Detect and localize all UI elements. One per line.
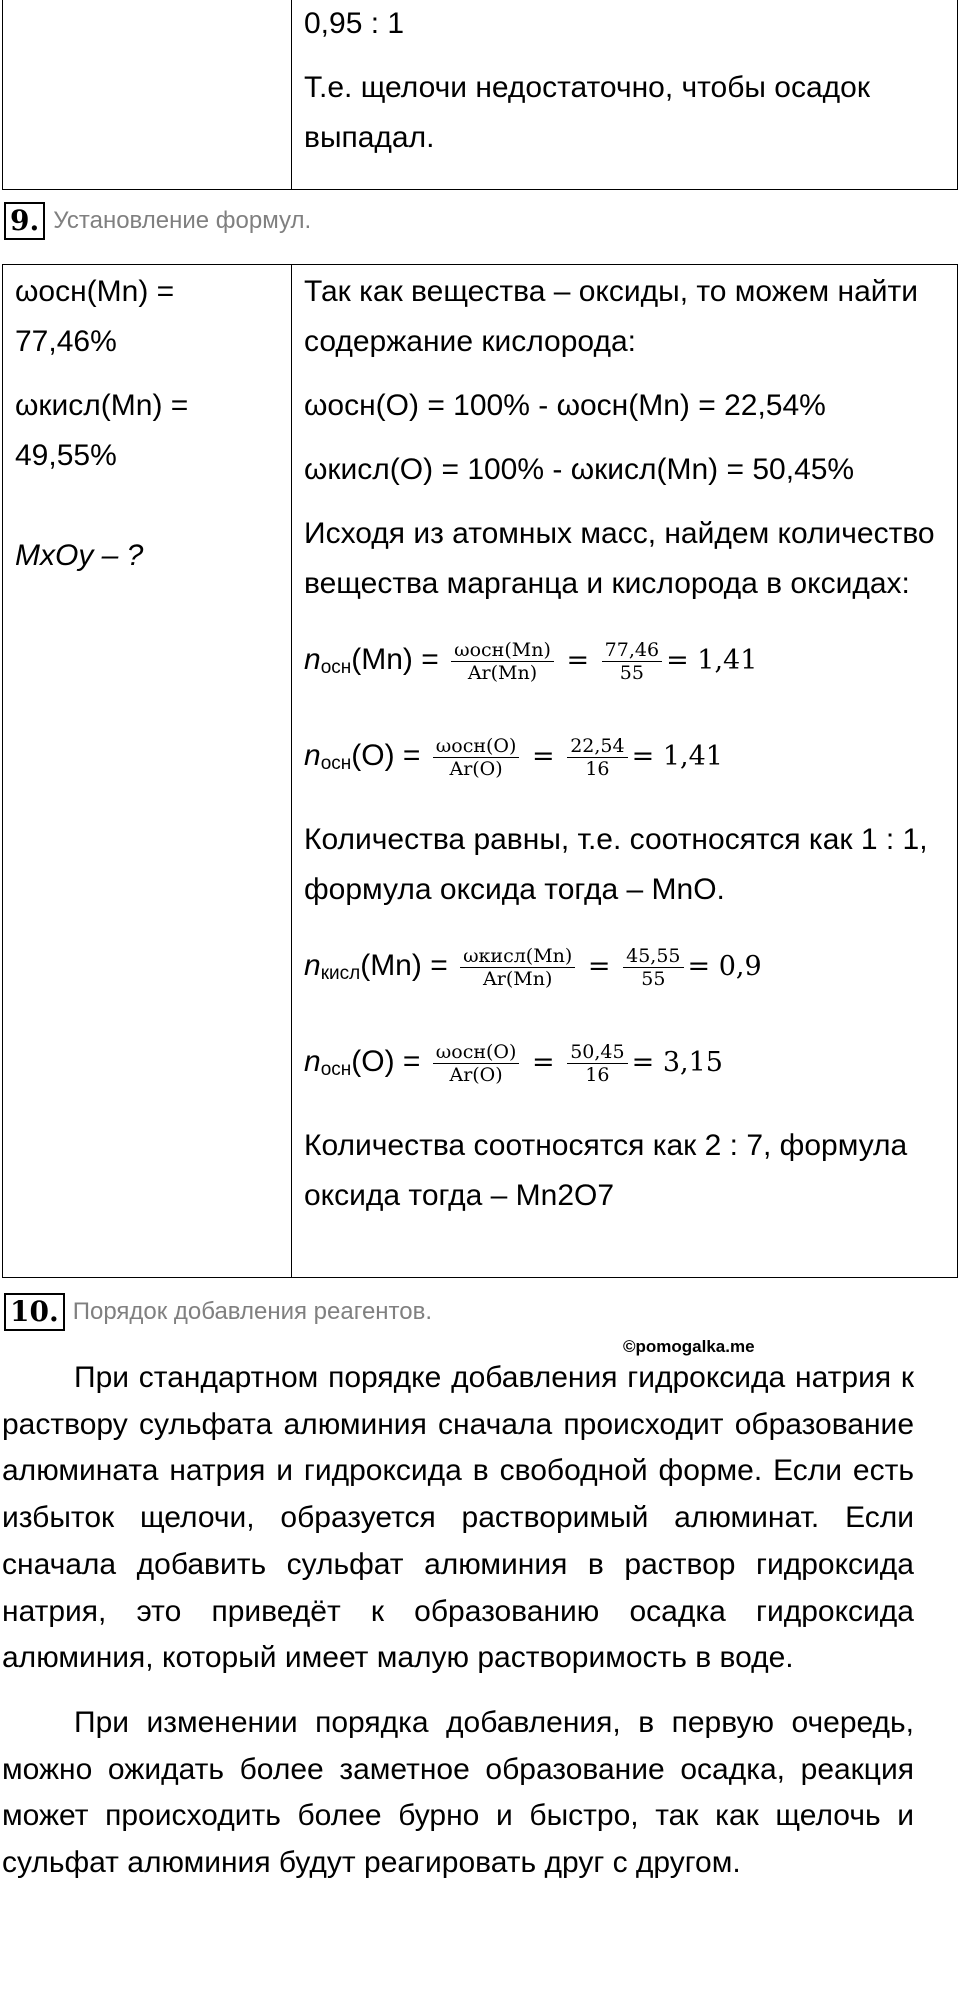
solution-para-3: Количества равны, т.е. соотносятся как 1 : 1, формула оксида тогда – MnO. xyxy=(304,823,928,906)
equation-2: ωкисл(O) = 100% - ωкисл(Mn) = 50,45% xyxy=(304,453,855,486)
find-text: MxOy – ? xyxy=(15,539,144,572)
ratio-text: 0,95 : 1 xyxy=(304,7,405,40)
w-osn-value: 77,46% xyxy=(15,325,117,358)
task10-text xyxy=(2,1355,914,1887)
top-table-right-cell xyxy=(292,0,958,190)
solution-para-4: Количества соотносятся как 2 : 7, формула оксида тогда – Mn2O7 xyxy=(304,1129,908,1212)
fraction: $\frac{45,55}{55}$ xyxy=(623,945,683,990)
top-table xyxy=(2,0,958,190)
task9-title: Установление формул. xyxy=(53,207,312,234)
formula-n-kisl-o: $n_{осн}(O)$ = $\frac{\text{ωосн(O)}}{Ar(O)}$ = $\frac{50,45}{16}$ = 3,15 xyxy=(304,1040,723,1086)
formula-n-osn-mn: $n_{осн}(Mn)$ = $\frac{\text{ωосн(Mn)}}{Ar(Mn)}$ = $\frac{77,46}{55}$ = 1,41 xyxy=(304,638,758,684)
given-cell xyxy=(3,265,292,1278)
task9-table xyxy=(2,264,958,1278)
watermark: ©pomogalka.me xyxy=(623,1337,755,1356)
task9-number: 9. xyxy=(4,202,45,240)
fraction: $\frac{\text{ωосн(O)}}{Ar(O)}$ xyxy=(433,1041,520,1086)
conclusion-text: Т.е. щелочи недостаточно, чтобы осадок выпадал. xyxy=(304,71,870,154)
formula-n-osn-o: $n_{осн}(O)$ = $\frac{\text{ωосн(O)}}{Ar(O)}$ = $\frac{22,54}{16}$ = 1,41 xyxy=(304,734,723,780)
fraction: $\frac{\text{ωкисл(Mn)}}{Ar(Mn)}$ xyxy=(460,945,575,990)
fraction: $\frac{77,46}{55}$ xyxy=(602,639,662,684)
fraction: $\frac{22,54}{16}$ xyxy=(567,735,627,780)
fraction: $\frac{50,45}{16}$ xyxy=(567,1041,627,1086)
w-kisl-value: 49,55% xyxy=(15,439,117,472)
w-osn-label: ωосн(Mn) = xyxy=(15,275,175,308)
solution-intro: Так как вещества – оксиды, то можем найти содержание кислорода: xyxy=(304,275,919,358)
paragraph-1: При стандартном порядке добавления гидроксида натрия к раствору сульфата алюминия сначала происходит образование алюмината натрия и гидроксида в свободной форме. Если есть избыток щелочи, образуется растворимый алюминат. Если сначала добавить сульфат алюминия в раствор гидроксида натрия, это приведёт к образованию осадка гидроксида алюминия, который имеет малую растворимость в воде. xyxy=(2,1361,914,1675)
task9-header xyxy=(4,202,311,240)
top-table-left-cell xyxy=(3,0,292,190)
paragraph-2: При изменении порядка добавления, в первую очередь, можно ожидать более заметное образование осадка, реакция может происходить более бурно и быстро, так как щелочь и сульфат алюминия будут реагировать друг с другом. xyxy=(2,1705,914,1880)
fraction: $\frac{\text{ωосн(O)}}{Ar(O)}$ xyxy=(433,735,520,780)
fraction: $\frac{\text{ωосн(Mn)}}{Ar(Mn)}$ xyxy=(451,639,554,684)
formula-n-kisl-mn: $n_{кисл}(Mn)$ = $\frac{\text{ωкисл(Mn)}}{Ar(Mn)}$ = $\frac{45,55}{55}$ = 0,9 xyxy=(304,944,762,990)
equation-1: ωосн(O) = 100% - ωосн(Mn) = 22,54% xyxy=(304,389,826,422)
solution-para-2: Исходя из атомных масс, найдем количество вещества марганца и кислорода в оксидах: xyxy=(304,517,935,600)
task10-number: 10. xyxy=(4,1293,65,1331)
w-kisl-label: ωкисл(Mn) = xyxy=(15,389,189,422)
task10-header xyxy=(4,1293,432,1331)
task10-title: Порядок добавления реагентов. xyxy=(72,1298,433,1325)
solution-cell xyxy=(292,265,958,1278)
